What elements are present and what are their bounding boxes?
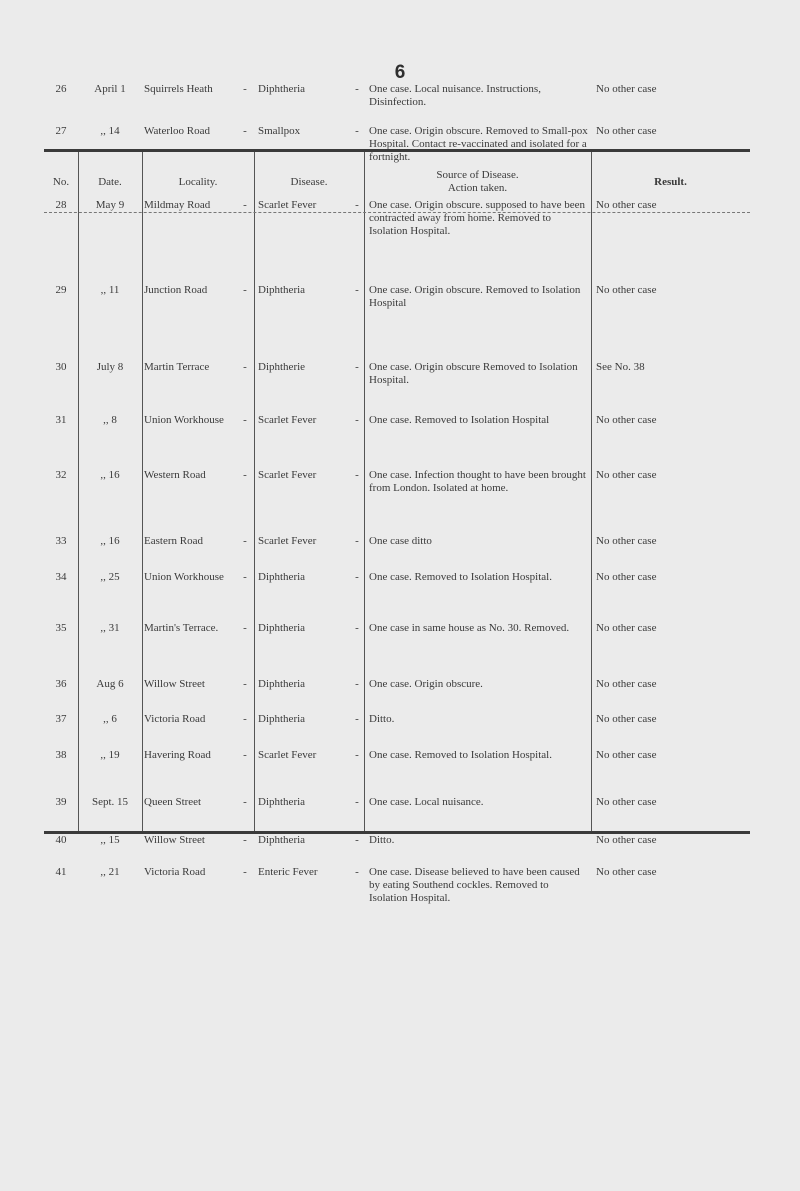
leader-dash: - <box>243 414 247 426</box>
cell-locality: Union Workhouse <box>144 414 224 426</box>
cell-locality: Victoria Road <box>144 866 206 878</box>
header-date: Date. <box>98 175 122 188</box>
cell-date: ,, 8 <box>103 414 117 426</box>
cell-result: See No. 38 <box>596 361 645 373</box>
cell-result: No other case <box>596 749 657 761</box>
cell-date: ,, 19 <box>100 749 120 761</box>
leader-dash: - <box>355 83 359 95</box>
cell-source: One case. Origin obscure. Removed to Isolation Hospital <box>369 284 581 309</box>
cell-result: No other case <box>596 469 657 481</box>
leader-dash: - <box>243 199 247 211</box>
cell-no: 33 <box>55 535 67 547</box>
leader-dash: - <box>243 834 247 846</box>
cell-date: ,, 31 <box>100 622 120 634</box>
leader-dash: - <box>243 713 247 725</box>
cell-no: 27 <box>55 125 67 137</box>
cell-date: ,, 14 <box>100 125 120 137</box>
cell-no: 39 <box>55 796 67 808</box>
cell-disease: Diphtheria <box>258 678 306 690</box>
cell-disease: Diphtheria <box>258 83 306 95</box>
cell-date: ,, 16 <box>100 535 120 547</box>
cell-disease: Diphtherie <box>258 361 306 373</box>
leader-dash: - <box>355 749 359 761</box>
cell-date: ,, 25 <box>100 571 120 583</box>
cell-source: One case. Infection thought to have been brought from London. Isolated at home. <box>369 469 586 494</box>
cell-locality: Martin's Terrace. <box>144 622 219 634</box>
cell-disease: Scarlet Fever <box>258 535 317 547</box>
cell-source: One case. Origin obscure. Removed to Small-pox Hospital. Contact re-vaccinated and isolated for a fortnight. <box>369 125 588 163</box>
cell-locality: Eastern Road <box>144 535 203 547</box>
cell-disease: Diphtheria <box>258 284 306 296</box>
leader-dash: - <box>243 866 247 878</box>
cell-no: 26 <box>55 83 67 95</box>
cell-date: ,, 15 <box>100 834 120 846</box>
cell-locality: Union Workhouse <box>144 571 224 583</box>
cell-disease: Scarlet Fever <box>258 199 317 211</box>
cell-source: Ditto. <box>369 834 395 846</box>
cell-disease: Diphtheria <box>258 834 306 846</box>
cell-locality: Junction Road <box>144 284 208 296</box>
cell-source: One case. Origin obscure. <box>369 678 483 690</box>
cell-source: One case. Disease believed to have been caused by eating Southend cockles. Removed to Isolation Hospital. <box>369 866 580 904</box>
cell-disease: Diphtheria <box>258 571 306 583</box>
cell-result: No other case <box>596 284 657 296</box>
cell-result: No other case <box>596 83 657 95</box>
notifiable-disease-table <box>44 83 750 904</box>
cell-source: One case. Removed to Isolation Hospital. <box>369 571 552 583</box>
cell-no: 32 <box>55 469 67 481</box>
cell-source: Ditto. <box>369 713 395 725</box>
leader-dash: - <box>355 414 359 426</box>
cell-no: 31 <box>55 414 67 426</box>
cell-locality: Mildmay Road <box>144 199 211 211</box>
cell-source: One case. Removed to Isolation Hospital. <box>369 749 552 761</box>
leader-dash: - <box>355 571 359 583</box>
leader-dash: - <box>355 622 359 634</box>
leader-dash: - <box>243 535 247 547</box>
cell-locality: Willow Street <box>144 834 205 846</box>
cell-date: Aug 6 <box>96 678 124 690</box>
leader-dash: - <box>243 284 247 296</box>
cell-no: 28 <box>55 199 67 211</box>
cell-no: 29 <box>55 284 67 296</box>
cell-no: 36 <box>55 678 67 690</box>
cell-result: No other case <box>596 571 657 583</box>
cell-disease: Diphtheria <box>258 622 306 634</box>
cell-disease: Smallpox <box>258 125 301 137</box>
cell-locality: Havering Road <box>144 749 211 761</box>
cell-locality: Queen Street <box>144 796 202 808</box>
leader-dash: - <box>243 571 247 583</box>
cell-source: One case. Local nuisance. Instructions, Disinfection. <box>369 83 541 108</box>
cell-date: April 1 <box>94 83 126 95</box>
cell-result: No other case <box>596 622 657 634</box>
header-disease: Disease. <box>290 175 328 188</box>
leader-dash: - <box>243 796 247 808</box>
cell-source: One case. Origin obscure Removed to Isolation Hospital. <box>369 361 578 386</box>
leader-dash: - <box>243 678 247 690</box>
leader-dash: - <box>243 361 247 373</box>
leader-dash: - <box>355 199 359 211</box>
cell-date: May 9 <box>95 199 125 211</box>
cell-disease: Scarlet Fever <box>258 414 317 426</box>
leader-dash: - <box>355 284 359 296</box>
cell-result: No other case <box>596 796 657 808</box>
cell-date: ,, 11 <box>100 284 120 296</box>
cell-result: No other case <box>596 199 657 211</box>
cell-locality: Victoria Road <box>144 713 206 725</box>
leader-dash: - <box>355 678 359 690</box>
cell-no: 40 <box>55 834 67 846</box>
cell-no: 30 <box>55 361 67 373</box>
header-no: No. <box>52 175 70 188</box>
column-divider <box>78 152 79 831</box>
cell-date: ,, 6 <box>103 713 117 725</box>
cell-result: No other case <box>596 414 657 426</box>
cell-source: One case. Removed to Isolation Hospital <box>369 414 550 426</box>
cell-source: One case ditto <box>369 535 432 547</box>
cell-locality: Waterloo Road <box>144 125 211 137</box>
cell-disease: Scarlet Fever <box>258 469 317 481</box>
cell-date: ,, 16 <box>100 469 120 481</box>
leader-dash: - <box>243 469 247 481</box>
cell-disease: Diphtheria <box>258 796 306 808</box>
leader-dash: - <box>355 834 359 846</box>
cell-no: 34 <box>55 571 67 583</box>
leader-dash: - <box>355 361 359 373</box>
cell-disease: Diphtheria <box>258 713 306 725</box>
cell-result: No other case <box>596 535 657 547</box>
header-source: Source of Disease. Action taken. <box>436 169 519 194</box>
leader-dash: - <box>355 535 359 547</box>
cell-date: Sept. 15 <box>91 796 129 808</box>
cell-locality: Martin Terrace <box>144 361 210 373</box>
cell-disease: Scarlet Fever <box>258 749 317 761</box>
cell-no: 38 <box>55 749 67 761</box>
cell-result: No other case <box>596 866 657 878</box>
leader-dash: - <box>243 749 247 761</box>
page-number: 6 <box>394 62 406 83</box>
cell-locality: Squirrels Heath <box>144 83 213 95</box>
cell-disease: Enteric Fever <box>258 866 318 878</box>
cell-result: No other case <box>596 678 657 690</box>
cell-source: One case in same house as No. 30. Removed. <box>369 622 570 634</box>
header-locality: Locality. <box>178 175 218 188</box>
cell-result: No other case <box>596 125 657 137</box>
cell-locality: Western Road <box>144 469 206 481</box>
column-divider <box>142 152 143 831</box>
cell-date: July 8 <box>96 361 124 373</box>
leader-dash: - <box>355 125 359 137</box>
leader-dash: - <box>243 125 247 137</box>
cell-no: 41 <box>55 866 67 878</box>
cell-result: No other case <box>596 834 657 846</box>
cell-source: One case. Origin obscure. supposed to have been contracted away from home. Removed to Isolation Hospital. <box>369 199 585 237</box>
leader-dash: - <box>243 622 247 634</box>
header-result: Result. <box>654 175 687 188</box>
column-divider <box>254 152 255 831</box>
cell-locality: Willow Street <box>144 678 205 690</box>
leader-dash: - <box>355 713 359 725</box>
leader-dash: - <box>355 866 359 878</box>
column-divider <box>364 152 365 831</box>
cell-source: One case. Local nuisance. <box>369 796 484 808</box>
leader-dash: - <box>355 469 359 481</box>
column-divider <box>591 152 592 831</box>
leader-dash: - <box>355 796 359 808</box>
cell-date: ,, 21 <box>100 866 120 878</box>
cell-result: No other case <box>596 713 657 725</box>
leader-dash: - <box>243 83 247 95</box>
cell-no: 35 <box>55 622 67 634</box>
cell-no: 37 <box>55 713 67 725</box>
